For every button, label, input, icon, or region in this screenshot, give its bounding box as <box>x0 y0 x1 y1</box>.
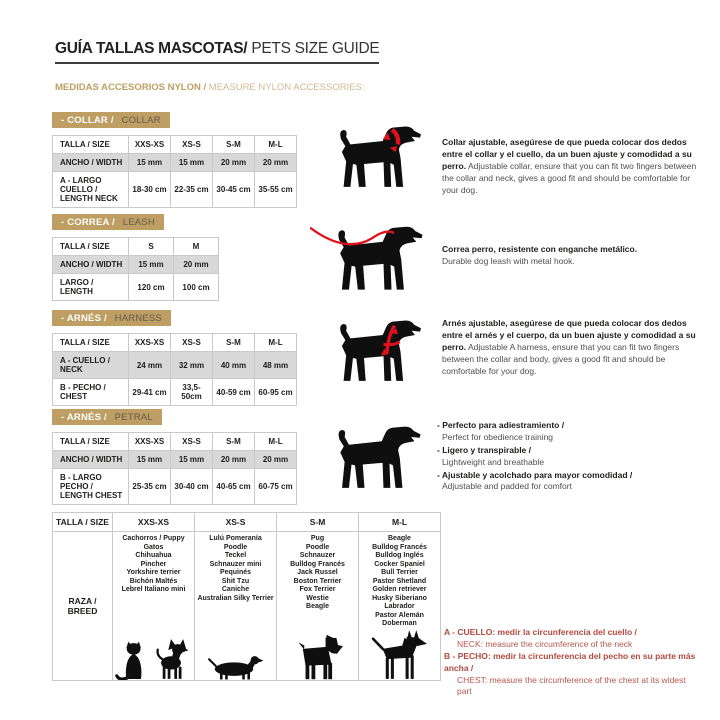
breed-name: Pastor Shetland <box>372 577 427 585</box>
table-header-cell: M-L <box>359 513 441 532</box>
collar-desc-es: Collar ajustable, asegúrese de que pueda colocar dos dedos entre el collar y el cuello, da un buen ajuste y comodidad a su perro. <box>442 137 692 172</box>
table-cell: 15 mm <box>129 451 171 469</box>
table-row-label: B - PECHO / CHEST <box>53 379 129 406</box>
table-cell: 20 mm <box>255 154 297 172</box>
dachshund-icon <box>207 653 264 680</box>
breed-name: Teckel <box>224 552 247 560</box>
feature-en: Adjustable and padded for comfort <box>442 481 572 492</box>
feature-en: Lightweight and breathable <box>442 456 545 467</box>
breed-name: Poodle <box>223 543 248 551</box>
table-header-cell: XXS-XS <box>113 513 195 532</box>
table-cell: 25-35 cm <box>129 469 171 505</box>
breed-name: Husky Siberiano <box>372 594 427 602</box>
table-row-label: A - LARGO CUELLO / LENGTH NECK <box>53 172 129 208</box>
breed-name: Fox Terrier <box>299 586 336 594</box>
table-cell: 15 mm <box>129 256 174 274</box>
feature-en: Perfect for obedience training <box>442 431 554 442</box>
breed-name: Yorkshire terrier <box>126 569 181 577</box>
table-cell: 40 mm <box>213 352 255 379</box>
table-header-cell: XS-S <box>171 433 213 451</box>
breed-name: Schnauzer <box>299 552 336 560</box>
breed-name: Bichón Maltés <box>129 577 178 585</box>
table-cell: 48 mm <box>255 352 297 379</box>
breed-name: Jack Russel <box>297 569 338 577</box>
table-cell: 60-75 cm <box>255 469 297 505</box>
note-neck <box>444 627 700 651</box>
dog-icon <box>328 424 432 493</box>
dog-with-collar-icon <box>330 124 432 192</box>
section-petral <box>52 407 297 505</box>
leash-desc-en: Durable dog leash with metal hook. <box>442 256 575 267</box>
petral-features <box>437 420 689 494</box>
table-cell: 22-35 cm <box>171 172 213 208</box>
collar-desc-en: Adjustable collar, ensure that you can fit two fingers between the collar and neck, gives a good fit and should be comfortable for your dog. <box>442 161 697 196</box>
breed-name: Bull Terrier <box>381 569 418 577</box>
table-header-cell: S-M <box>213 136 255 154</box>
table-cell: 40-59 cm <box>213 379 255 406</box>
table-header-cell: TALLA / SIZE <box>53 513 113 532</box>
breed-name: Bulldog Inglés <box>375 552 424 560</box>
table-cell: 20 mm <box>174 256 219 274</box>
feature-item <box>437 420 689 444</box>
measure-notes <box>444 627 700 698</box>
table-cell: 32 mm <box>171 352 213 379</box>
table-cell: 30-40 cm <box>171 469 213 505</box>
dog-with-leash-icon <box>310 224 434 295</box>
breeds-col-xs-s <box>195 532 277 681</box>
note-neck-es: A - CUELLO: medir la circunferencia del cuello / <box>444 627 637 637</box>
table-cell: 35-55 cm <box>255 172 297 208</box>
table-header-cell: M-L <box>255 334 297 352</box>
breed-name: Golden retriever <box>372 586 427 594</box>
table-cell: 120 cm <box>129 274 174 301</box>
section-leash <box>52 212 219 301</box>
breeds-col-xxs-xs <box>113 532 195 681</box>
table-header-cell: TALLA / SIZE <box>53 334 129 352</box>
breeds-row-label: RAZA / BREED <box>53 532 113 681</box>
table-header-cell: TALLA / SIZE <box>53 136 129 154</box>
table-cell: 40-65 cm <box>213 469 255 505</box>
breed-name: Shit Tzu <box>221 577 250 585</box>
leash-badge-es: - CORREA / <box>61 217 115 228</box>
table-header-cell: S-M <box>213 334 255 352</box>
petral-badge-es: - ARNÉS / <box>61 412 107 423</box>
note-neck-en: NECK: measure the circumference of the neck <box>457 638 633 649</box>
table-cell: 60-95 cm <box>255 379 297 406</box>
breed-name: Doberman <box>382 620 417 628</box>
breed-name: Beagle <box>388 535 411 542</box>
table-row-label: LARGO / LENGTH <box>53 274 129 301</box>
note-chest-es: B - PECHO: medir la circunferencia del pecho en su parte más ancha / <box>444 650 696 673</box>
leash-size-table <box>52 237 219 301</box>
breed-name: Chihuahua <box>135 552 172 560</box>
note-chest <box>444 651 700 699</box>
leash-description <box>442 243 700 267</box>
harness-badge-es: - ARNÉS / <box>61 313 107 324</box>
breed-name: Caniche <box>221 586 250 594</box>
note-chest-en: CHEST: measure the circumference of the chest at its widest part <box>457 674 686 697</box>
harness-desc-es: Arnés ajustable, asegúrese de que pueda colocar dos dedos entre el arnés y el cuerpo, da un buen ajuste y comodidad a su perro. <box>442 318 696 353</box>
table-row-label: A - CUELLO / NECK <box>53 352 129 379</box>
petral-badge <box>52 409 162 425</box>
table-header-cell: TALLA / SIZE <box>53 433 129 451</box>
table-row-label: B - LARGO PECHO / LENGTH CHEST <box>53 469 129 505</box>
table-header-cell: M-L <box>255 136 297 154</box>
table-header-cell: S-M <box>213 433 255 451</box>
table-cell: 20 mm <box>213 154 255 172</box>
breed-name: Bulldog Francés <box>372 543 427 551</box>
harness-badge-en: HARNESS <box>111 313 162 324</box>
collar-size-table <box>52 135 297 208</box>
petral-badge-en: PETRAL <box>111 412 153 423</box>
table-header-cell: XS-S <box>171 334 213 352</box>
breed-name: Boston Terrier <box>293 577 342 585</box>
table-header-cell: S-M <box>277 513 359 532</box>
breeds-col-m-l <box>359 532 441 681</box>
dog-with-harness-icon <box>330 318 432 386</box>
feature-es: - Ajustable y acolchado para mayor comodidad / <box>437 470 689 482</box>
section-collar <box>52 110 297 208</box>
table-row-label: ANCHO / WIDTH <box>53 256 129 274</box>
table-cell: 15 mm <box>171 154 213 172</box>
breeds-col-s-m <box>277 532 359 681</box>
chihuahua-icon <box>150 638 192 680</box>
breed-name: Bulldog Francés <box>290 560 345 568</box>
page-title-es: GUÍA TALLAS MASCOTAS/ <box>55 40 248 57</box>
collar-badge-es: - COLLAR / <box>61 115 114 126</box>
breed-name: Pug <box>310 535 325 542</box>
collar-description <box>442 136 700 196</box>
table-header-cell: M-L <box>255 433 297 451</box>
doberman-icon <box>370 630 430 680</box>
schnauzer-icon <box>292 634 344 680</box>
page-subtitle <box>55 82 365 93</box>
table-header-cell: S <box>129 238 174 256</box>
page-subtitle-en: MEASURE NYLON ACCESSORIES: <box>206 82 365 93</box>
harness-description <box>442 317 700 377</box>
leash-desc-es: Correa perro, resistente con enganche metálico. <box>442 244 638 254</box>
table-header-cell: XS-S <box>171 136 213 154</box>
collar-badge-en: COLLAR <box>118 115 161 126</box>
table-cell: 15 mm <box>171 451 213 469</box>
breed-name: Pastor Alemán <box>375 611 424 619</box>
table-cell: 18-30 cm <box>129 172 171 208</box>
feature-item <box>437 445 689 469</box>
table-header-cell: XS-S <box>195 513 277 532</box>
breed-name: Schnauzer mini <box>209 560 262 568</box>
table-header-cell: TALLA / SIZE <box>53 238 129 256</box>
cat-icon <box>115 640 147 680</box>
breed-name: Pequinés <box>219 569 252 577</box>
breeds-table <box>52 512 441 681</box>
table-row-label: ANCHO / WIDTH <box>53 451 129 469</box>
harness-size-table <box>52 333 297 406</box>
breed-name: Cocker Spaniel <box>374 560 425 568</box>
section-harness <box>52 308 297 406</box>
breed-name: Westie <box>306 594 329 602</box>
breed-name: Lebrel Italiano mini <box>121 586 186 594</box>
harness-desc-en: Adjustable A harness, ensure that you can fit two fingers between the collar and body, gives a good fit and should be comfortable for your dog. <box>442 342 680 377</box>
table-row-label: ANCHO / WIDTH <box>53 154 129 172</box>
table-header-cell: XXS-XS <box>129 136 171 154</box>
breed-name: Pincher <box>140 560 167 568</box>
breed-name: Labrador <box>384 603 415 611</box>
page-subtitle-es: MEDIDAS ACCESORIOS NYLON / <box>55 82 207 93</box>
table-cell: 100 cm <box>174 274 219 301</box>
leash-badge <box>52 214 164 230</box>
harness-badge <box>52 310 171 326</box>
table-cell: 29-41 cm <box>129 379 171 406</box>
table-header-cell: M <box>174 238 219 256</box>
table-cell: 15 mm <box>129 154 171 172</box>
table-header-cell: XXS-XS <box>129 433 171 451</box>
breed-name: Beagle <box>306 603 329 611</box>
table-cell: 20 mm <box>255 451 297 469</box>
breed-name: Cachorros / Puppy <box>122 535 185 542</box>
feature-item <box>437 470 689 494</box>
breed-name: Lulú Pomeranía <box>209 535 262 542</box>
collar-badge <box>52 112 170 128</box>
table-cell: 33,5-50cm <box>171 379 213 406</box>
table-cell: 24 mm <box>129 352 171 379</box>
leash-badge-en: LEASH <box>119 217 155 228</box>
petral-size-table <box>52 432 297 505</box>
table-cell: 30-45 cm <box>213 172 255 208</box>
breed-name: Gatos <box>143 543 164 551</box>
table-cell: 20 mm <box>213 451 255 469</box>
page-title-en: PETS SIZE GUIDE <box>247 40 380 57</box>
feature-es: - Ligero y transpirable / <box>437 445 689 457</box>
page-title <box>55 40 379 64</box>
table-header-cell: XXS-XS <box>129 334 171 352</box>
breed-name: Poodle <box>305 543 330 551</box>
breed-name: Australian Silky Terrier <box>197 594 274 602</box>
feature-es: - Perfecto para adiestramiento / <box>437 420 689 432</box>
